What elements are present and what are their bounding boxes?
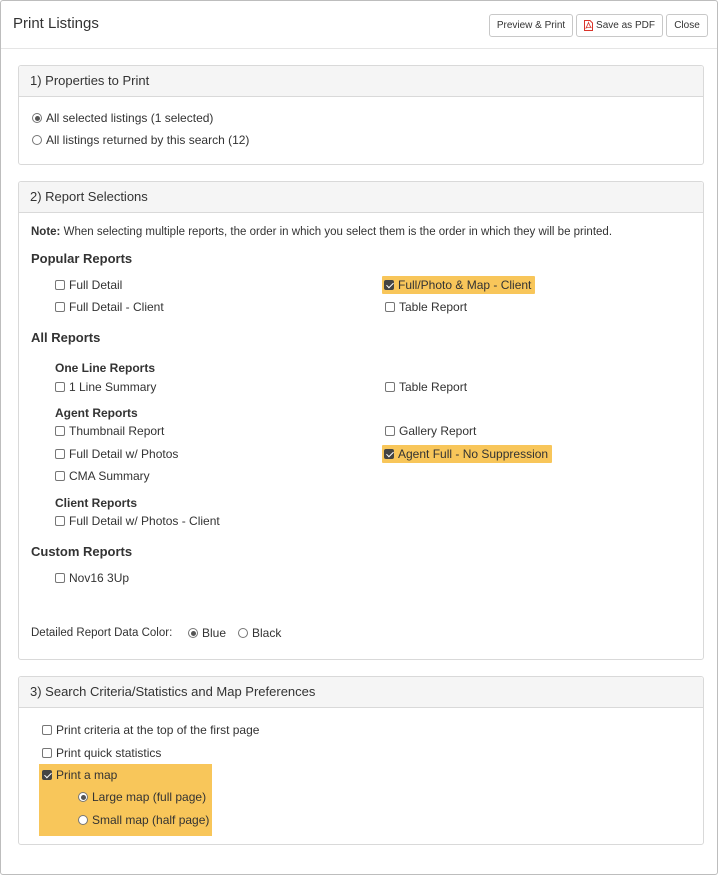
report-gallery[interactable] bbox=[385, 424, 476, 438]
report-full-detail[interactable] bbox=[55, 278, 122, 292]
checkbox[interactable] bbox=[42, 770, 52, 780]
option-all-selected-listings[interactable] bbox=[32, 111, 213, 125]
close-button[interactable] bbox=[666, 14, 708, 37]
checkbox[interactable] bbox=[55, 280, 65, 290]
option-label: Print a map bbox=[56, 768, 118, 782]
radio-large-map[interactable] bbox=[78, 792, 88, 802]
option-label: All selected listings (1 selected) bbox=[46, 111, 214, 125]
option-all-listings-returned[interactable] bbox=[32, 133, 249, 147]
checkbox[interactable] bbox=[55, 471, 65, 481]
color-label: Black bbox=[252, 626, 282, 640]
dialog-title: Print Listings bbox=[13, 15, 99, 32]
option-label: Print quick statistics bbox=[56, 746, 162, 760]
report-order-note bbox=[31, 226, 612, 238]
checkbox[interactable] bbox=[55, 449, 65, 459]
checkbox[interactable] bbox=[55, 302, 65, 312]
option-label: Print criteria at the top of the first page bbox=[56, 723, 260, 737]
client-reports-heading: Client Reports bbox=[55, 496, 138, 510]
option-label: All listings returned by this search (12) bbox=[46, 133, 250, 147]
save-as-pdf-label: Save as PDF bbox=[596, 20, 655, 31]
radio-all-returned[interactable] bbox=[32, 135, 42, 145]
report-label: Thumbnail Report bbox=[69, 424, 165, 438]
print-quick-statistics-option[interactable] bbox=[42, 746, 161, 760]
radio-blue[interactable] bbox=[188, 628, 198, 638]
checkbox[interactable] bbox=[55, 573, 65, 583]
option-label: Small map (half page) bbox=[92, 813, 210, 827]
checkbox[interactable] bbox=[55, 516, 65, 526]
map-preferences-panel bbox=[18, 676, 704, 845]
checkbox[interactable] bbox=[42, 725, 52, 735]
agent-reports-heading: Agent Reports bbox=[55, 406, 138, 420]
color-label: Blue bbox=[202, 626, 227, 640]
report-full-detail-photos[interactable] bbox=[55, 447, 178, 461]
close-label: Close bbox=[674, 20, 700, 31]
checkbox[interactable] bbox=[385, 382, 395, 392]
preview-print-button[interactable] bbox=[489, 14, 573, 37]
preview-print-label: Preview & Print bbox=[496, 20, 566, 31]
checkbox[interactable] bbox=[42, 748, 52, 758]
large-map-option[interactable] bbox=[78, 790, 206, 804]
color-option-black[interactable] bbox=[238, 626, 281, 640]
checkbox[interactable] bbox=[385, 426, 395, 436]
custom-reports-heading: Custom Reports bbox=[31, 544, 133, 559]
report-label: Full/Photo & Map - Client bbox=[398, 278, 532, 292]
report-full-photo-map-client[interactable] bbox=[382, 276, 535, 294]
checkbox[interactable] bbox=[384, 280, 394, 290]
option-label: Large map (full page) bbox=[92, 790, 207, 804]
report-label: 1 Line Summary bbox=[69, 380, 157, 394]
report-label: Full Detail w/ Photos - Client bbox=[69, 514, 220, 528]
checkbox[interactable] bbox=[384, 449, 394, 459]
section-1-title: 1) Properties to Print bbox=[19, 66, 703, 97]
report-label: CMA Summary bbox=[69, 469, 150, 483]
report-label: Full Detail w/ Photos bbox=[69, 447, 179, 461]
section-3-title: 3) Search Criteria/Statistics and Map Preferences bbox=[19, 677, 703, 708]
radio-black[interactable] bbox=[238, 628, 248, 638]
report-nov16-3up[interactable] bbox=[55, 571, 129, 585]
pdf-file-icon bbox=[584, 20, 593, 31]
report-agent-full-no-suppression[interactable] bbox=[382, 445, 552, 463]
report-label: Agent Full - No Suppression bbox=[398, 447, 549, 461]
note-label: Note: bbox=[31, 226, 61, 238]
report-label: Full Detail - Client bbox=[69, 300, 164, 314]
checkbox[interactable] bbox=[385, 302, 395, 312]
print-a-map-option[interactable] bbox=[42, 768, 117, 782]
report-label: Gallery Report bbox=[399, 424, 477, 438]
report-full-detail-photos-client[interactable] bbox=[55, 514, 220, 528]
popular-reports-heading: Popular Reports bbox=[31, 251, 133, 266]
report-label: Full Detail bbox=[69, 278, 123, 292]
report-1-line-summary[interactable] bbox=[55, 380, 156, 394]
small-map-option[interactable] bbox=[78, 813, 209, 827]
report-full-detail-client[interactable] bbox=[55, 300, 164, 314]
one-line-reports-heading: One Line Reports bbox=[55, 361, 156, 375]
section-2-title: 2) Report Selections bbox=[19, 182, 703, 213]
report-cma-summary[interactable] bbox=[55, 469, 150, 483]
checkbox[interactable] bbox=[55, 382, 65, 392]
save-as-pdf-button[interactable] bbox=[576, 14, 663, 37]
report-label: Table Report bbox=[399, 300, 468, 314]
report-table-report-one-line[interactable] bbox=[385, 380, 467, 394]
report-table-report-popular[interactable] bbox=[385, 300, 467, 314]
note-text: When selecting multiple reports, the order in which you select them is the order in which they will be printed. bbox=[60, 226, 613, 238]
properties-to-print-panel bbox=[18, 65, 704, 165]
report-label: Table Report bbox=[399, 380, 468, 394]
report-selections-panel bbox=[18, 181, 704, 660]
all-reports-heading: All Reports bbox=[31, 330, 101, 345]
data-color-label: Detailed Report Data Color: bbox=[31, 627, 173, 639]
print-criteria-option[interactable] bbox=[42, 723, 259, 737]
report-label: Nov16 3Up bbox=[69, 571, 130, 585]
header-divider bbox=[1, 48, 717, 49]
color-option-blue[interactable] bbox=[188, 626, 226, 640]
radio-all-selected[interactable] bbox=[32, 113, 42, 123]
radio-small-map[interactable] bbox=[78, 815, 88, 825]
report-thumbnail[interactable] bbox=[55, 424, 164, 438]
checkbox[interactable] bbox=[55, 426, 65, 436]
